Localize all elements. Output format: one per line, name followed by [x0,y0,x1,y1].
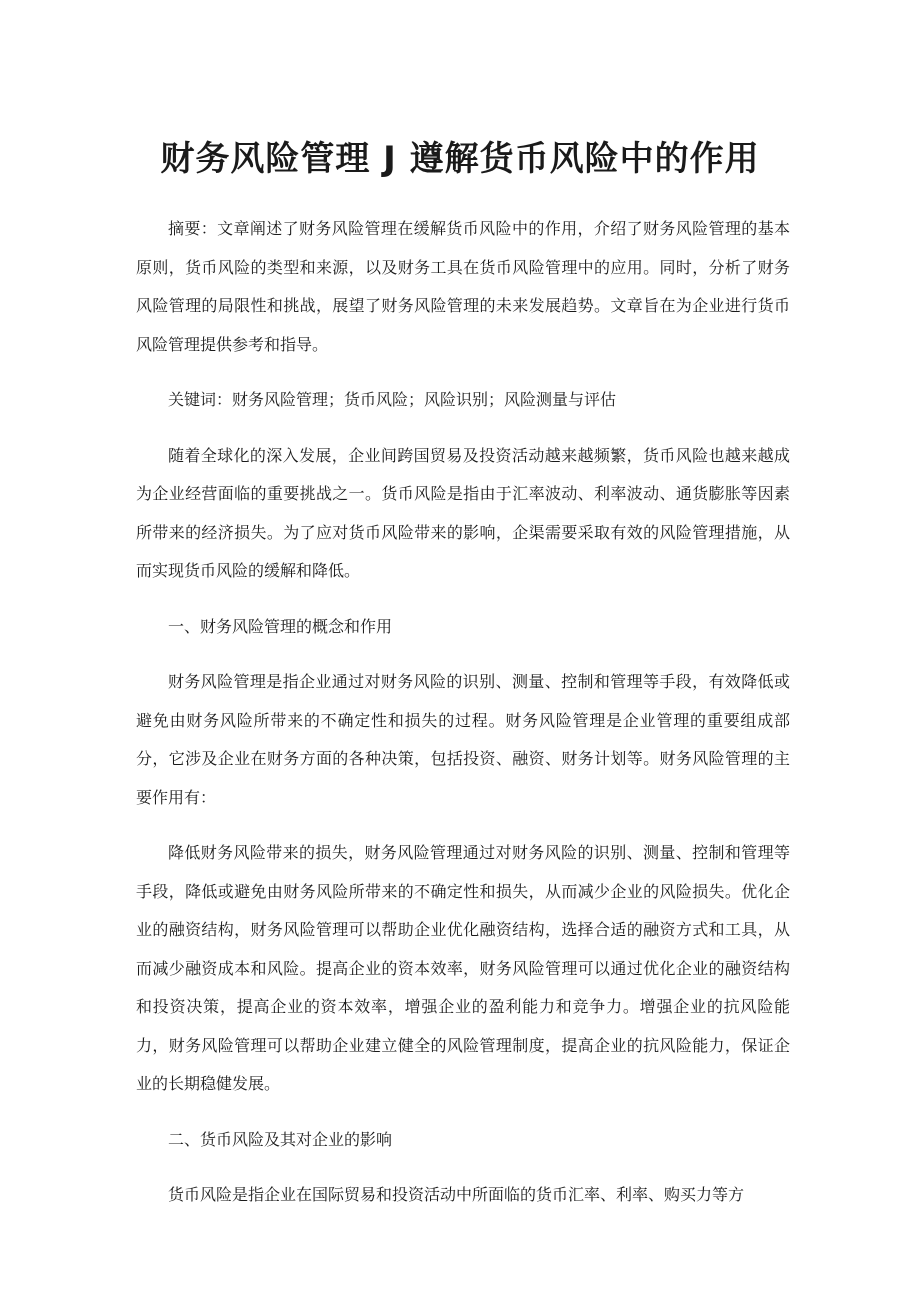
document-body [136,210,790,1232]
abstract-paragraph: 摘要：文章阐述了财务风险管理在缓解货币风险中的作用，介绍了财务风险管理的基本原则，货币风险的类型和来源，以及财务工具在货币风险管理中的应用。同时，分析了财务风险管理的局限性和挑战，展望了财务风险管理的未来发展趋势。文章旨在为企业进行货币风险管理提供参考和指导。 [136,219,790,354]
keywords-line: 关键词：财务风险管理；货币风险；风险识别；风险测量与评估 [168,390,617,409]
intro-paragraph: 随着全球化的深入发展，企业间跨国贸易及投资活动越来越频繁，货币风险也越来越成为企业经营面临的重要挑战之一。货币风险是指由于汇率波动、利率波动、通货膨胀等因素所带来的经济损失。为了应对货币风险带来的影响，企渠需要采取有效的风险管理措施，从而实现货币风险的缓解和降低。 [136,445,790,580]
section-2-paragraph-1: 货币风险是指企业在国际贸易和投资活动中所面临的货币汇率、利率、购买力等方 [168,1185,745,1204]
section-1-paragraph-1: 财务风险管理是指企业通过对财务风险的识别、测量、控制和管理等手段，有效降低或避免由财务风险所带来的不确定性和损失的过程。财务风险管理是企业管理的重要组成部分，它涉及企业在财务方面的各种决策，包括投资、融资、财务计划等。财务风险管理的主要作用有： [136,672,790,807]
section-1-paragraph-2: 降低财务风险带来的损失，财务风险管理通过对财务风险的识别、测量、控制和管理等手段，降低或避免由财务风险所带来的不确定性和损失，从而减少企业的风险损失。优化企业的融资结构，财务风险管理可以帮助企业优化融资结构，选择合适的融资方式和工具，从而减少融资成本和风险。提高企业的资本效率，财务风险管理可以通过优化企业的融资结构和投资决策，提高企业的资本效率，增强企业的盈利能力和竞争力。增强企业的抗风险能力，财务风险管理可以帮助企业建立健全的风险管理制度，提高企业的抗风险能力，保证企业的长期稳健发展。 [136,843,790,1093]
section-heading-2: 二、货币风险及其对企业的影响 [168,1129,393,1149]
section-heading-1: 一、财务风险管理的概念和作用 [168,616,393,636]
document-title: 财务风险管理 J 遵解货币风险中的作用 [160,139,760,179]
